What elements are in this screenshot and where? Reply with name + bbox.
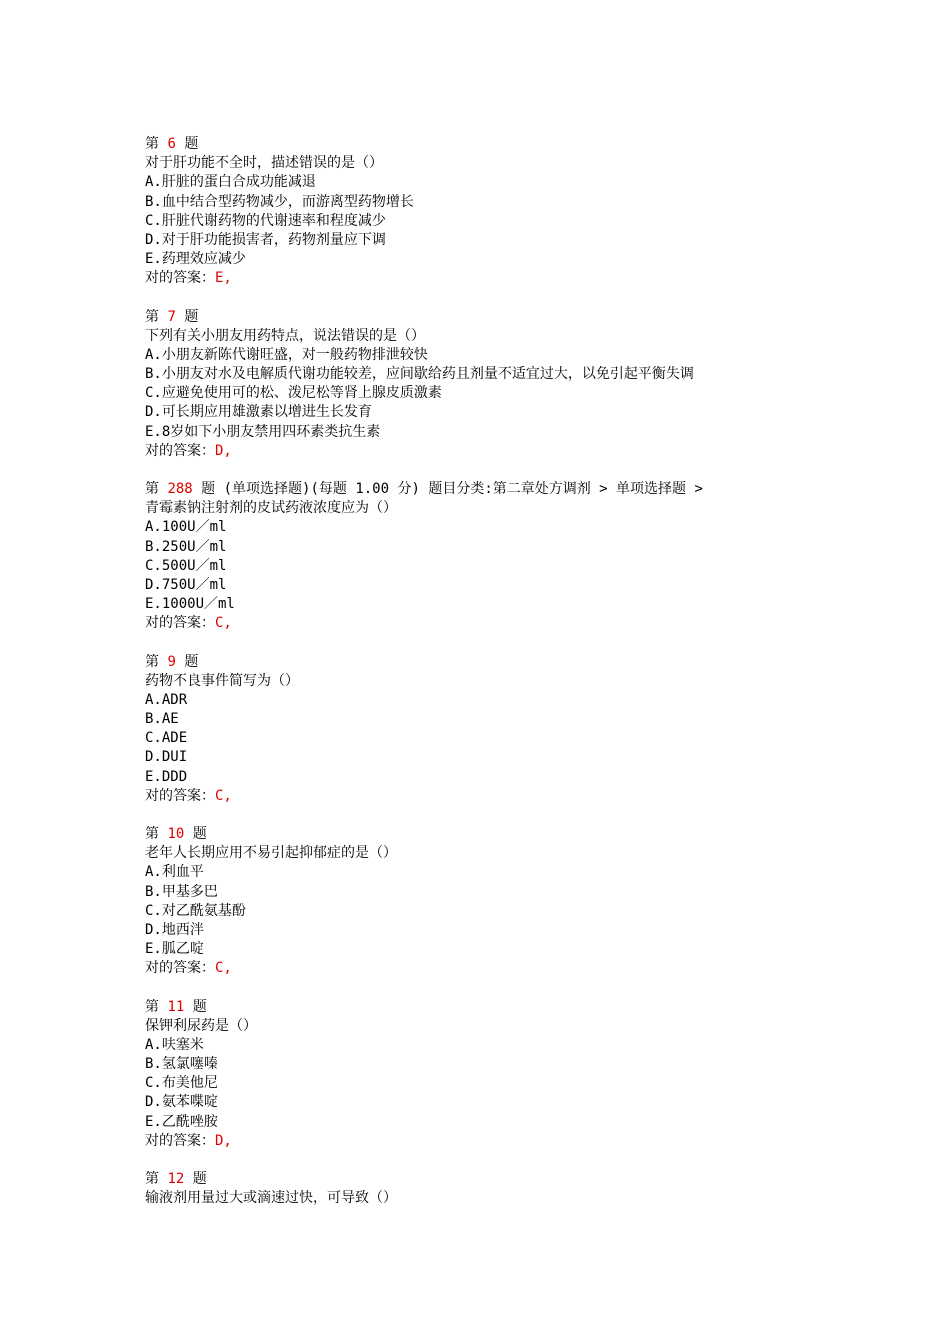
answer-option: C.ADE: [145, 730, 188, 747]
answer-option: E.1000U／ml: [145, 596, 235, 613]
question-header: [145, 998, 925, 1017]
question-number: 9: [167, 653, 176, 670]
answer-option: E.乙酰唑胺: [145, 1113, 218, 1130]
answer-option: A.ADR: [145, 691, 188, 708]
answer-option: A.利血平: [145, 864, 204, 881]
correct-answer: [145, 959, 925, 978]
answer-label: 对的答案：: [145, 960, 215, 977]
answer-option: B.氢氯噻嗪: [145, 1056, 218, 1073]
question-stem: 青霉素钠注射剂的皮试药液浓度应为（）: [145, 500, 397, 517]
answer-option: C.应避免使用可的松、泼尼松等肾上腺皮质激素: [145, 385, 442, 402]
answer-option: B.小朋友对水及电解质代谢功能较差，应间歇给药且剂量不适宜过大，以免引起平衡失调: [145, 366, 694, 383]
answer-option: C.肝脏代谢药物的代谢速率和程度减少: [145, 212, 386, 229]
question-suffix: 题: [184, 308, 199, 325]
answer-option: D.DUI: [145, 749, 188, 766]
question-number: 6: [167, 136, 176, 152]
question-suffix: 题: [201, 481, 216, 497]
question-block: [145, 135, 925, 289]
question-header: [145, 308, 925, 327]
answer-value: E,: [215, 270, 232, 287]
answer-option: A.小朋友新陈代谢旺盛，对一般药物排泄较快: [145, 346, 428, 363]
answer-label: 对的答案：: [145, 615, 215, 632]
question-header: [145, 480, 925, 499]
answer-option: D.750U／ml: [145, 576, 227, 593]
answer-label: 对的答案：: [145, 1132, 215, 1149]
question-suffix: 题: [184, 136, 199, 152]
answer-value: C,: [215, 615, 232, 632]
answer-option: C.对乙酰氨基酚: [145, 902, 246, 919]
answer-option: A.100U／ml: [145, 519, 227, 536]
question-number: 7: [167, 308, 176, 325]
question-header: [145, 653, 925, 672]
question-prefix: 第: [145, 1171, 159, 1187]
answer-option: A.呋塞米: [145, 1036, 204, 1053]
question-block: [145, 653, 925, 807]
question-header: [145, 135, 925, 154]
question-number: 288: [167, 481, 193, 497]
answer-option: E.胍乙啶: [145, 941, 204, 958]
question-prefix: 第: [145, 308, 159, 325]
question-prefix: 第: [145, 826, 159, 842]
correct-answer: [145, 614, 925, 633]
answer-option: D.可长期应用雄激素以增进生长发育: [145, 404, 372, 421]
answer-label: 对的答案：: [145, 442, 215, 459]
question-block: [145, 998, 925, 1152]
question-prefix: 第: [145, 653, 159, 670]
question-stem: 药物不良事件简写为（）: [145, 672, 299, 689]
question-block: [145, 825, 925, 979]
answer-value: D,: [215, 1132, 232, 1149]
question-prefix: 第: [145, 998, 159, 1015]
answer-option: E.DDD: [145, 768, 188, 785]
question-stem: 对于肝功能不全时，描述错误的是（）: [145, 155, 383, 172]
question-suffix: 题: [192, 998, 207, 1015]
question-block: [145, 480, 925, 634]
answer-label: 对的答案：: [145, 787, 215, 804]
question-header: [145, 825, 925, 844]
question-suffix: 题: [192, 826, 207, 842]
answer-option: B.甲基多巴: [145, 883, 218, 900]
answer-option: A.肝脏的蛋白合成功能减退: [145, 174, 316, 191]
question-stem: 老年人长期应用不易引起抑郁症的是（）: [145, 845, 397, 862]
answer-option: B.血中结合型药物减少，而游离型药物增长: [145, 193, 414, 210]
question-suffix: 题: [192, 1171, 207, 1187]
question-prefix: 第: [145, 481, 159, 497]
question-number: 11: [167, 998, 185, 1015]
correct-answer: [145, 269, 925, 288]
correct-answer: [145, 787, 925, 806]
answer-option: D.氨苯喋啶: [145, 1094, 218, 1111]
answer-option: D.地西泮: [145, 921, 204, 938]
answer-option: E.8岁如下小朋友禁用四环素类抗生素: [145, 423, 381, 440]
answer-option: B.250U／ml: [145, 538, 227, 555]
answer-label: 对的答案：: [145, 270, 215, 287]
question-stem: 保钾利尿药是（）: [145, 1017, 257, 1034]
answer-option: C.500U／ml: [145, 557, 227, 574]
question-stem: 下列有关小朋友用药特点，说法错误的是（）: [145, 327, 425, 344]
answer-option: B.AE: [145, 711, 179, 728]
answer-option: D.对于肝功能损害者，药物剂量应下调: [145, 231, 386, 248]
answer-value: D,: [215, 442, 232, 459]
correct-answer: [145, 442, 925, 461]
question-number: 10: [167, 826, 185, 842]
answer-value: C,: [215, 787, 232, 804]
question-meta: (单项选择题)(每题 1.00 分) 题目分类:第二章处方调剂 > 单项选择题 >: [223, 481, 703, 497]
answer-option: C.布美他尼: [145, 1075, 218, 1092]
question-suffix: 题: [184, 653, 199, 670]
question-header: [145, 1170, 925, 1189]
question-prefix: 第: [145, 136, 159, 152]
answer-option: E.药理效应减少: [145, 251, 246, 268]
exam-document: [145, 135, 925, 1227]
question-number: 12: [167, 1171, 185, 1187]
question-block: [145, 308, 925, 462]
question-stem: 输液剂用量过大或滴速过快，可导致（）: [145, 1190, 397, 1207]
correct-answer: [145, 1132, 925, 1151]
answer-value: C,: [215, 960, 232, 977]
question-block: [145, 1170, 925, 1208]
